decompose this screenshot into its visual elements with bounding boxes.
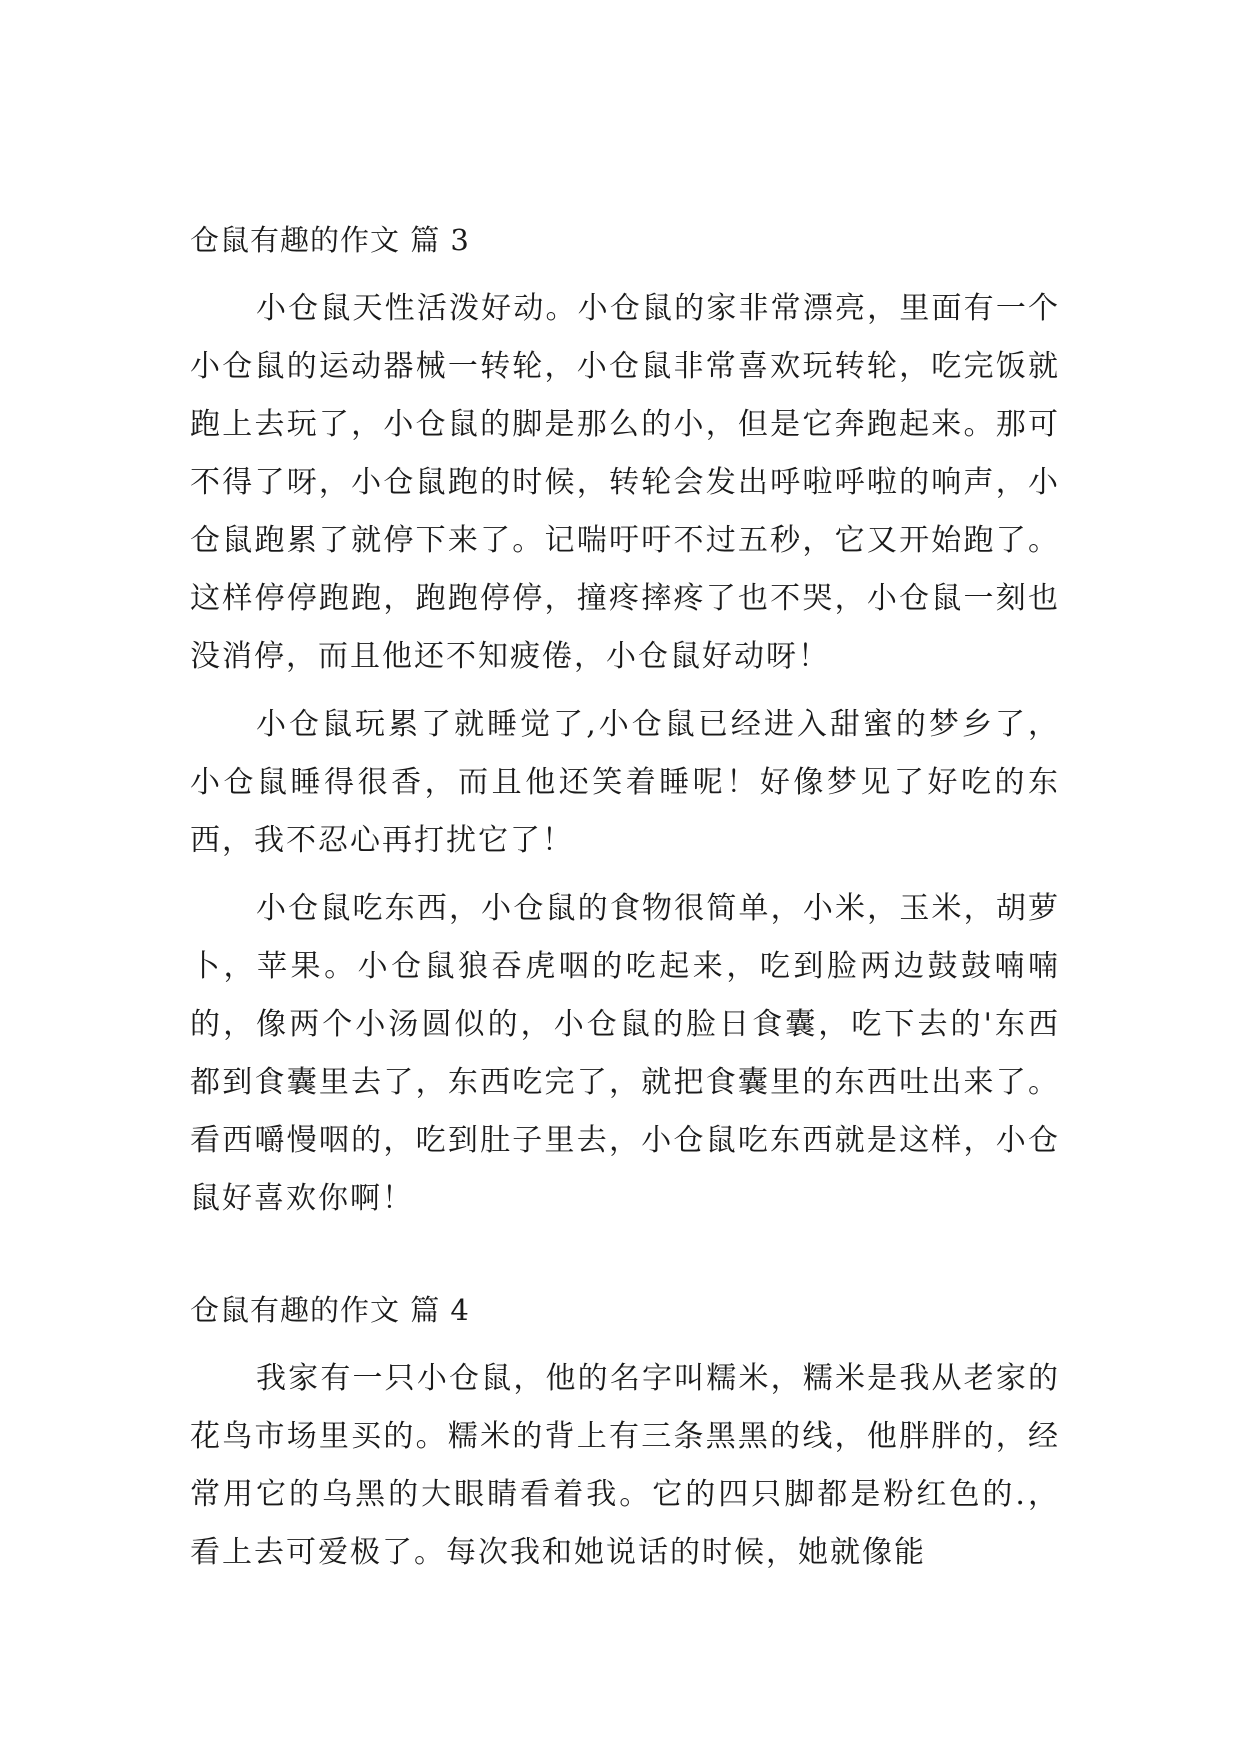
paragraph: 小仓鼠天性活泼好动。小仓鼠的家非常漂亮，里面有一个小仓鼠的运动器械一转轮，小仓鼠非常喜欢玩转轮，吃完饭就跑上去玩了，小仓鼠的脚是那么的小，但是它奔跑起来。那可不得了呀，小仓鼠跑的时候，转轮会发出呼啦呼啦的响声，小仓鼠跑累了就停下来了。记喘吁吁不过五秒，它又开始跑了。这样停停跑跑，跑跑停停，撞疼摔疼了也不哭，小仓鼠一刻也没消停，而且他还不知疲倦，小仓鼠好动呀！ — [190, 291, 1060, 674]
paragraph: 我家有一只小仓鼠，他的名字叫糯米，糯米是我从老家的花鸟市场里买的。糯米的背上有三条黑黑的线，他胖胖的，经常用它的乌黑的大眼睛看着我。它的四只脚都是粉红色的.，看上去可爱极了。每次我和她说话的时候，她就像能 — [190, 1361, 1060, 1570]
essay-section-3 — [190, 218, 1060, 1228]
section-heading: 仓鼠有趣的作文 篇 4 — [190, 1293, 470, 1327]
document-page — [190, 218, 1060, 1582]
essay-section-4 — [190, 1288, 1060, 1582]
paragraph: 小仓鼠吃东西，小仓鼠的食物很简单，小米，玉米，胡萝卜，苹果。小仓鼠狼吞虎咽的吃起来，吃到脸两边鼓鼓喃喃的，像两个小汤圆似的，小仓鼠的脸日食囊，吃下去的'东西都到食囊里去了，东西吃完了，就把食囊里的东西吐出来了。看西嚼慢咽的，吃到肚子里去，小仓鼠吃东西就是这样，小仓鼠好喜欢你啊！ — [190, 891, 1060, 1216]
paragraph: 小仓鼠玩累了就睡觉了,小仓鼠已经进入甜蜜的梦乡了，小仓鼠睡得很香，而且他还笑着睡呢！好像梦见了好吃的东西，我不忍心再打扰它了！ — [190, 707, 1060, 858]
section-heading: 仓鼠有趣的作文 篇 3 — [190, 223, 470, 257]
